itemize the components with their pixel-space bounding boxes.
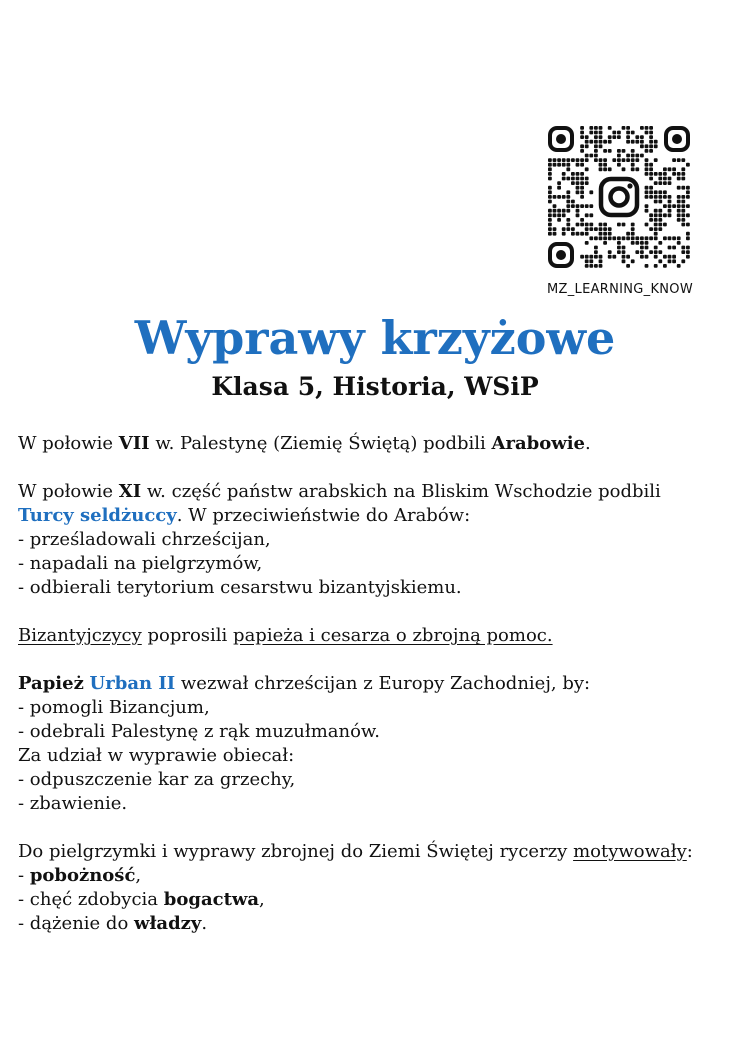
- text-line: W połowie XI w. część państw arabskich na Bliskim Wschodzie podbili: [18, 481, 661, 502]
- paragraph-motivations: [18, 840, 738, 936]
- paragraph-byzantine-request: [18, 624, 738, 648]
- text-line: Do pielgrzymki i wyprawy zbrojnej do Ziemi Świętej rycerzy motywowały:: [18, 841, 693, 862]
- list-item: - odpuszczenie kar za grzechy,: [18, 769, 296, 790]
- instagram-handle: MZ_LEARNING_KNOW: [547, 282, 693, 297]
- paragraph-urban-call: [18, 672, 738, 816]
- page-subtitle: Klasa 5, Historia, WSiP: [211, 372, 539, 401]
- list-item: - napadali na pielgrzymów,: [18, 553, 263, 574]
- list-item: - dążenie do władzy.: [18, 913, 208, 934]
- qr-code-block[interactable]: [546, 124, 694, 297]
- text-line: Papież Urban II wezwał chrześcijan z Europy Zachodniej, by:: [18, 673, 591, 694]
- list-item: - prześladowali chrześcijan,: [18, 529, 271, 550]
- list-item: - zbawienie.: [18, 793, 128, 814]
- qr-code-icon[interactable]: [546, 124, 692, 270]
- text-line: Bizantyjczycy poprosili papieża i cesarza o zbrojną pomoc.: [18, 625, 553, 646]
- text-line: W połowie VII w. Palestynę (Ziemię Świętą) podbili Arabowie.: [18, 433, 591, 454]
- highlight-term: Turcy seldżuccy: [18, 505, 177, 526]
- list-item: - pomogli Bizancjum,: [18, 697, 210, 718]
- text-line: Za udział w wyprawie obiecał:: [18, 745, 295, 766]
- list-item: - chęć zdobycia bogactwa,: [18, 889, 265, 910]
- paragraph-seljuk-turks: [18, 480, 738, 600]
- highlight-term: Urban II: [89, 673, 176, 694]
- list-item: - odbierali terytorium cesarstwu bizantyjskiemu.: [18, 577, 462, 598]
- page-title: Wyprawy krzyżowe: [134, 311, 616, 365]
- list-item: - odebrali Palestynę z rąk muzułmanów.: [18, 721, 380, 742]
- document-body: [18, 432, 738, 960]
- paragraph-arab-conquest: [18, 432, 738, 456]
- text-line: Turcy seldżuccy. W przeciwieństwie do Arabów:: [18, 505, 471, 526]
- list-item: - pobożność,: [18, 865, 142, 886]
